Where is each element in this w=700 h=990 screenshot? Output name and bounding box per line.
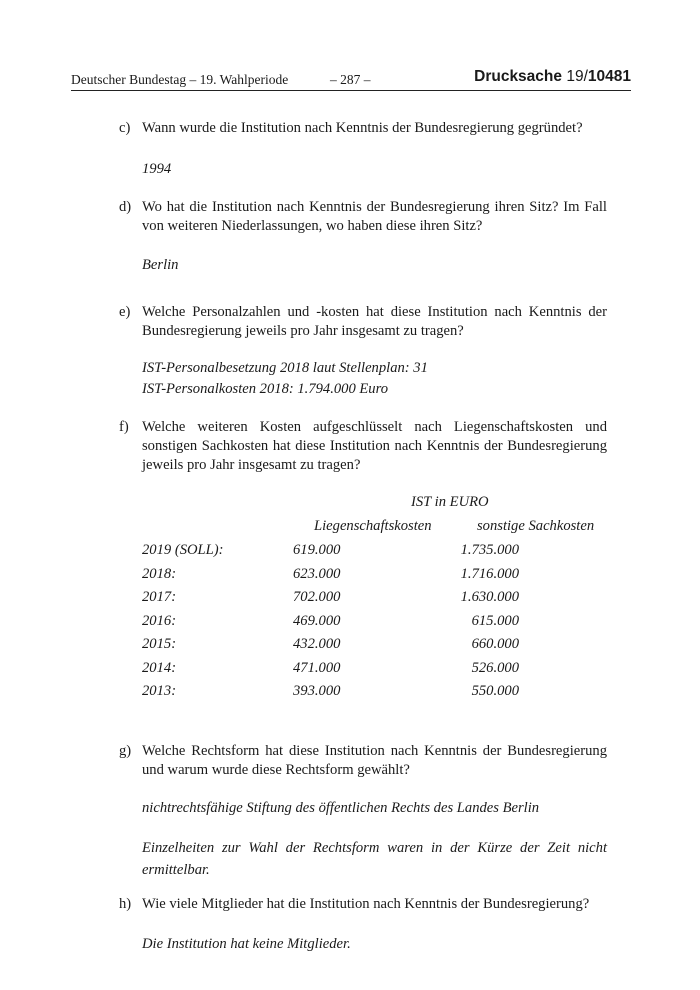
table-cell-liegenschaftskosten: 469.000 <box>293 612 341 629</box>
table-title: IST in EURO <box>411 494 489 510</box>
question-label: h) <box>119 896 132 912</box>
question-text: Wie viele Mitglieder hat die Institution nach Kenntnis der Bundesregierung? <box>142 896 590 912</box>
table-cell-sonstige-sachkosten: 1.735.000 <box>460 542 519 558</box>
table-cell-year: 2013: <box>142 683 177 699</box>
question-label: f) <box>119 419 129 435</box>
table-cell-liegenschaftskosten: 702.000 <box>293 589 341 605</box>
table-cell-year: 2015: <box>142 636 177 652</box>
answer-e-2: IST-Personalkosten 2018: 1.794.000 Euro <box>142 381 389 397</box>
page-header <box>71 70 631 90</box>
question-d <box>119 198 607 236</box>
answer-c: 1994 <box>142 161 172 177</box>
question-text: Welche weiteren Kosten aufgeschlüsselt nach Liegenschaftskosten und sonstigen Sachkosten hat diese Institution nach Kenntnis der Bundesregierung jeweils pro Jahr insgesamt zu tragen? <box>142 419 607 473</box>
table-cell-year: 2014: <box>142 659 177 676</box>
table-cell-year: 2018: <box>142 565 177 582</box>
answer-h: Die Institution hat keine Mitglieder. <box>142 936 351 952</box>
header-document-number <box>474 68 631 86</box>
table-cell-sonstige-sachkosten: 615.000 <box>471 612 519 629</box>
question-e <box>119 303 607 341</box>
question-text: Welche Rechtsform hat diese Institution nach Kenntnis der Bundesregierung und warum wurde diese Rechtsform gewählt? <box>142 743 607 778</box>
header-doc-label: Drucksache <box>474 68 563 85</box>
question-text: Wo hat die Institution nach Kenntnis der Bundesregierung ihren Sitz? Im Fall von weiteren Niederlassungen, wo haben diese ihren Sitz? <box>142 199 607 234</box>
question-c <box>119 119 607 138</box>
header-parliament: Deutscher Bundestag – 19. Wahlperiode <box>71 72 289 87</box>
header-page-number: – 287 – <box>330 72 371 87</box>
header-rule <box>71 90 631 91</box>
table-cell-year: 2017: <box>142 589 177 605</box>
question-label: d) <box>119 199 132 215</box>
column-header-liegenschaftskosten: Liegenschaftskosten <box>314 518 432 534</box>
table-cell-sonstige-sachkosten: 1.630.000 <box>460 589 519 605</box>
table-cell-sonstige-sachkosten: 660.000 <box>471 636 519 652</box>
question-label: g) <box>119 743 132 759</box>
question-text: Welche Personalzahlen und -kosten hat diese Institution nach Kenntnis der Bundesregierung jeweils pro Jahr insgesamt zu tragen? <box>142 304 607 339</box>
answer-e-1: IST-Personalbesetzung 2018 laut Stellenplan: 31 <box>142 360 428 376</box>
table-cell-liegenschaftskosten: 471.000 <box>293 659 341 676</box>
table-cell-liegenschaftskosten: 432.000 <box>293 636 341 652</box>
question-g <box>119 742 607 780</box>
question-label: e) <box>119 304 131 320</box>
header-doc-prefix: 19/ <box>566 68 588 85</box>
answer-g-2: Einzelheiten zur Wahl der Rechtsform waren in der Kürze der Zeit nicht ermittelbar. <box>142 840 607 878</box>
question-f <box>119 418 607 475</box>
table-cell-sonstige-sachkosten: 1.716.000 <box>460 565 519 582</box>
table-cell-sonstige-sachkosten: 550.000 <box>471 683 519 699</box>
table-cell-sonstige-sachkosten: 526.000 <box>471 659 519 676</box>
table-cell-year: 2016: <box>142 612 177 629</box>
column-header-sonstige-sachkosten: sonstige Sachkosten <box>477 518 595 534</box>
table-cell-liegenschaftskosten: 393.000 <box>293 683 341 699</box>
question-text: Wann wurde die Institution nach Kenntnis der Bundesregierung gegründet? <box>142 120 583 136</box>
answer-g-1: nichtrechtsfähige Stiftung des öffentlichen Rechts des Landes Berlin <box>142 800 540 816</box>
table-cell-liegenschaftskosten: 623.000 <box>293 565 341 582</box>
question-h <box>119 895 607 914</box>
header-doc-num: 10481 <box>587 68 631 85</box>
question-label: c) <box>119 120 131 136</box>
answer-d: Berlin <box>142 257 179 273</box>
table-cell-year: 2019 (SOLL): <box>142 542 224 558</box>
table-cell-liegenschaftskosten: 619.000 <box>293 542 341 558</box>
